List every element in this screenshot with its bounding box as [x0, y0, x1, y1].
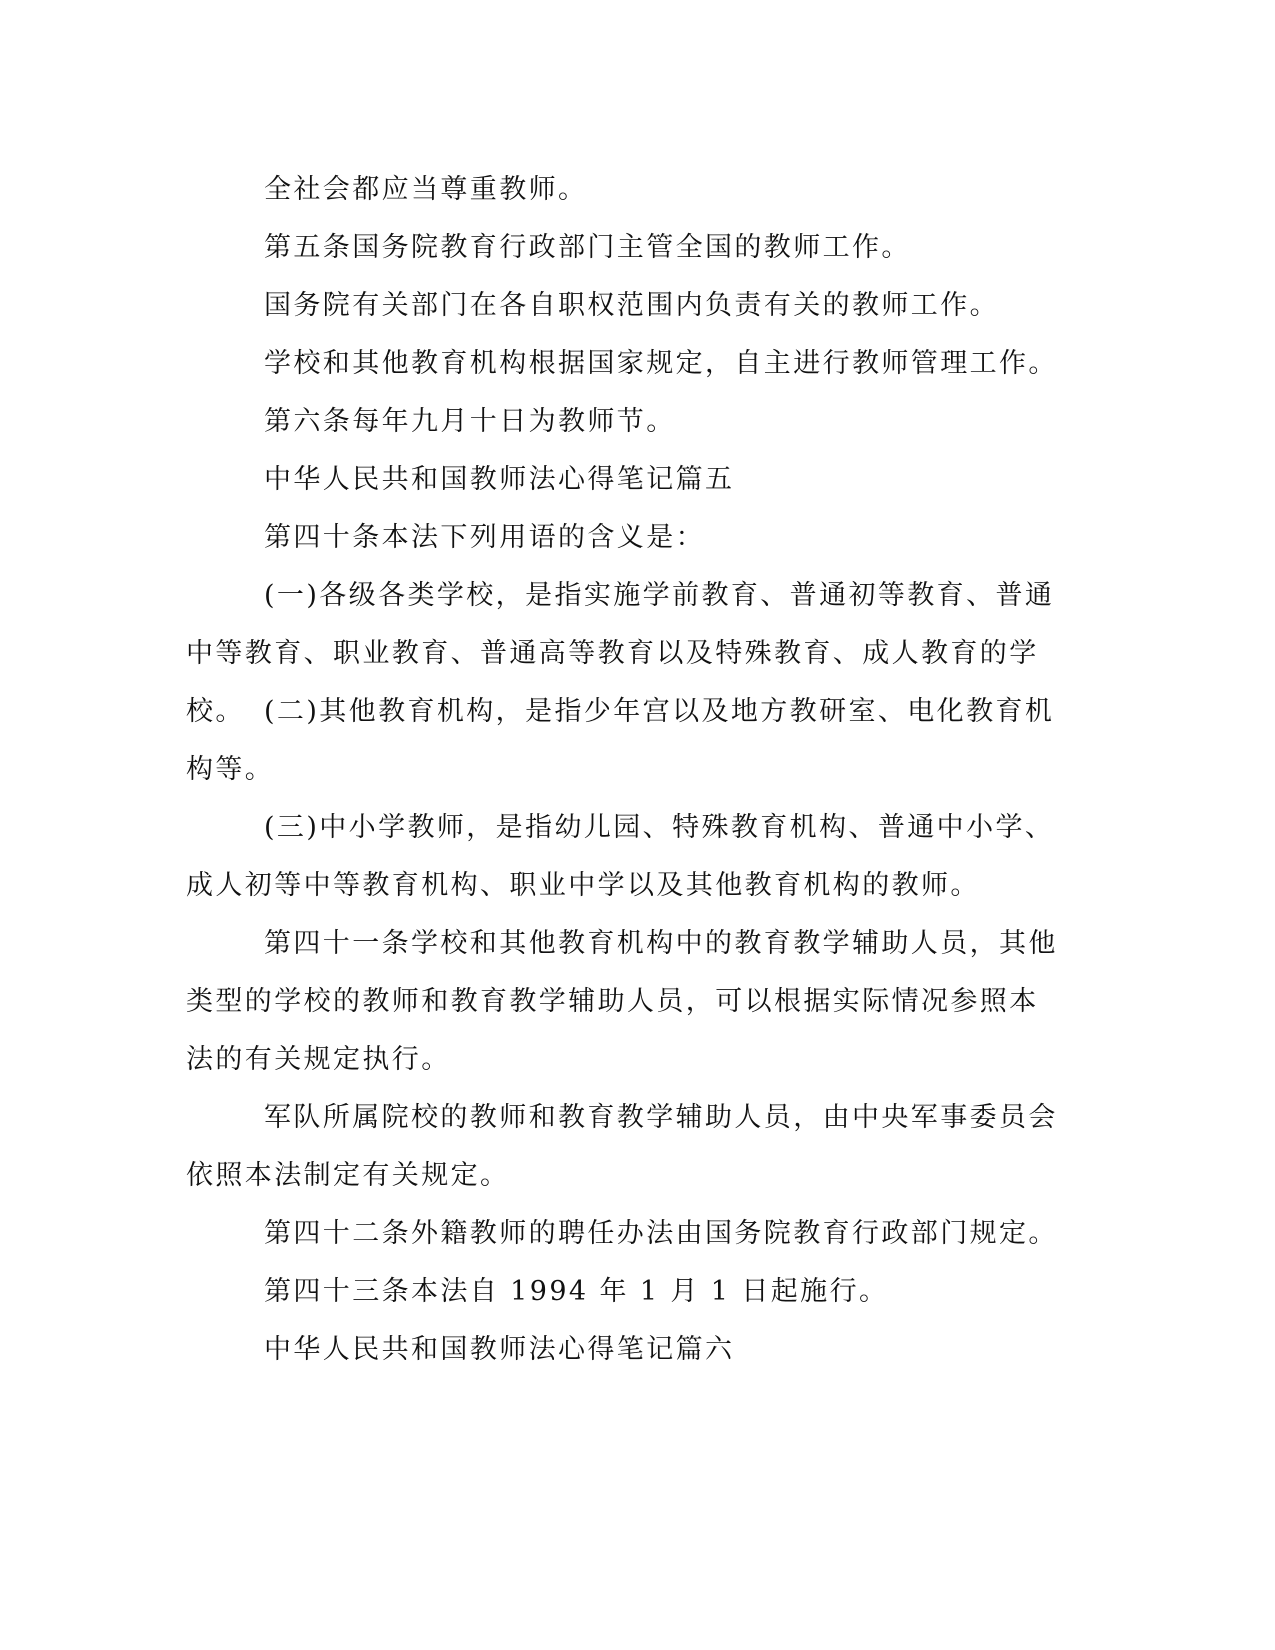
paragraph-14: 第四十三条本法自 1994 年 1 月 1 日起施行。 — [264, 1276, 889, 1307]
paragraph-7: 第四十条本法下列用语的含义是： — [264, 522, 705, 553]
paragraph-2: 第五条国务院教育行政部门主管全国的教师工作。 — [264, 232, 911, 263]
paragraph-4: 学校和其他教育机构根据国家规定，自主进行教师管理工作。 — [264, 348, 1058, 379]
paragraph-1: 全社会都应当尊重教师。 — [264, 174, 588, 205]
paragraph-9: (二)其他教育机构，是指少年宫以及地方教研室、电化教育机构等。 — [186, 696, 1055, 785]
paragraph-3: 国务院有关部门在各自职权范围内负责有关的教师工作。 — [264, 290, 999, 321]
paragraph-5: 第六条每年九月十日为教师节。 — [264, 406, 676, 437]
paragraph-13: 第四十二条外籍教师的聘任办法由国务院教育行政部门规定。 — [264, 1218, 1058, 1249]
paragraph-10: (三)中小学教师，是指幼儿园、特殊教育机构、普通中小学、成人初等中等教育机构、职业中学以及其他教育机构的教师。 — [186, 812, 1055, 901]
paragraph-11: 第四十一条学校和其他教育机构中的教育教学辅助人员，其他类型的学校的教师和教育教学辅助人员，可以根据实际情况参照本法的有关规定执行。 — [186, 928, 1058, 1075]
section-heading-5: 中华人民共和国教师法心得笔记篇五 — [264, 464, 735, 495]
paragraph-8: (一)各级各类学校，是指实施学前教育、普通初等教育、普通中等教育、职业教育、普通高等教育以及特殊教育、成人教育的学校。 — [186, 580, 1055, 727]
section-heading-6: 中华人民共和国教师法心得笔记篇六 — [264, 1334, 735, 1365]
paragraph-12: 军队所属院校的教师和教育教学辅助人员，由中央军事委员会依照本法制定有关规定。 — [186, 1102, 1058, 1191]
